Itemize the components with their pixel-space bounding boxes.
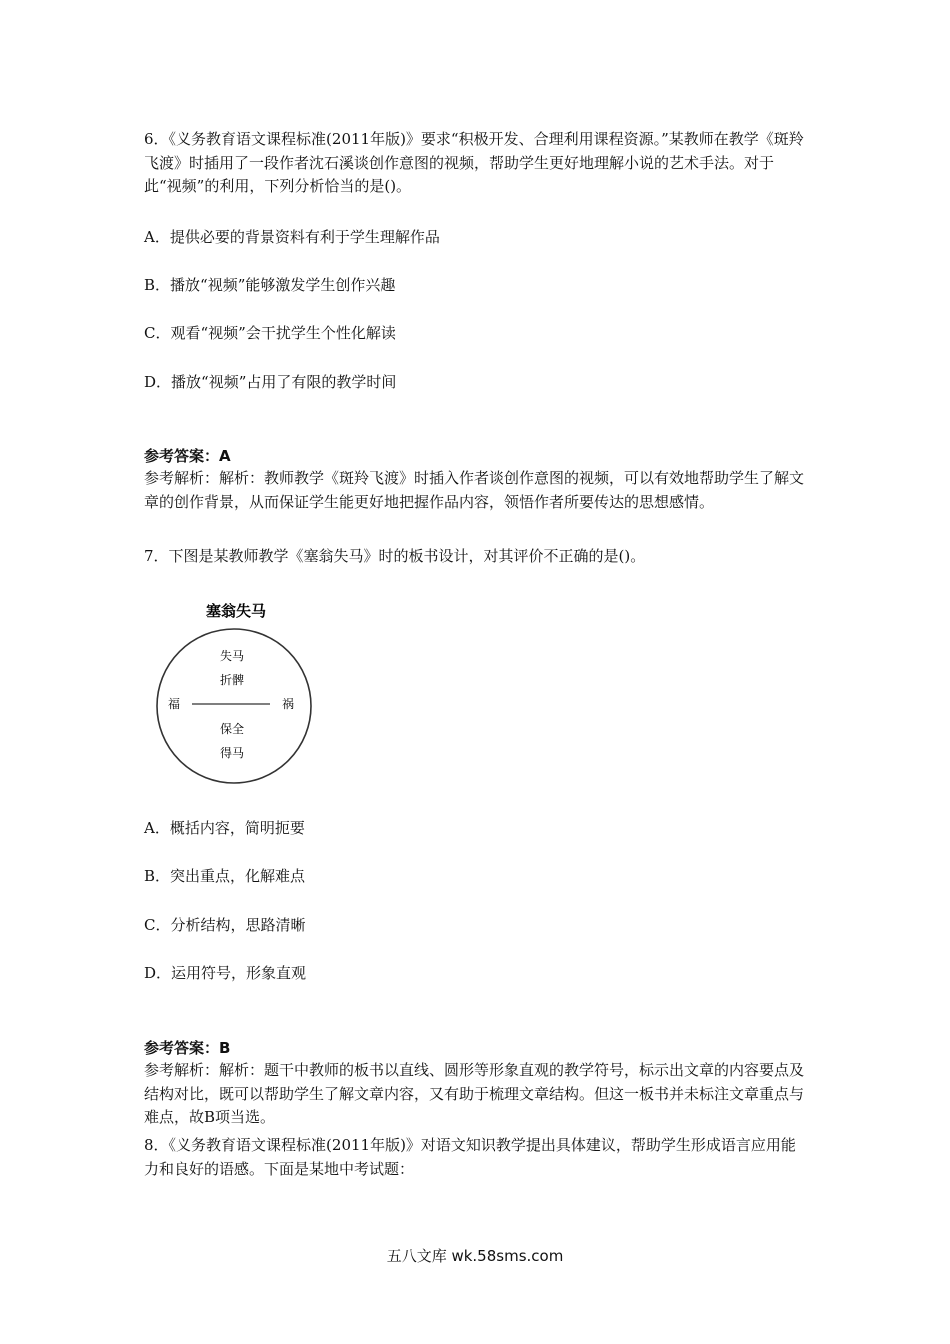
- page-footer: 五八文库 wk.58sms.com: [386, 1247, 564, 1265]
- question-6-answer: 参考答案：A: [144, 447, 231, 465]
- question-8-stem: 8．《义务教育语文课程标准(2011年版)》对语文知识教学提出具体建议，帮助学生形成语言应用能力和良好的语感。下面是某地中考试题：: [144, 1136, 796, 1178]
- question-6-option-c: C．观看“视频”会干扰学生个性化解读: [144, 324, 396, 342]
- question-7-analysis: 参考解析：解析：题干中教师的板书以直线、圆形等形象直观的教学符号，标示出文章的内容要点及结构对比，既可以帮助学生了解文章内容，又有助于梳理文章结构。但这一板书并未标注文章重点与难点，故B项当选。: [144, 1061, 805, 1126]
- question-6-stem: 6．《义务教育语文课程标准(2011年版)》要求“积极开发、合理利用课程资源。”某教师在教学《斑羚飞渡》时插用了一段作者沈石溪谈创作意图的视频，帮助学生更好地理解小说的艺术手法。对于此“视频”的利用，下列分析恰当的是()。: [144, 130, 804, 195]
- blackboard-design-figure: [152, 598, 320, 788]
- blackboard-diagram: [152, 598, 320, 788]
- question-6-option-b: B．播放“视频”能够激发学生创作兴趣: [144, 276, 396, 294]
- question-6-analysis: 参考解析：解析：教师教学《斑羚飞渡》时插入作者谈创作意图的视频，可以有效地帮助学生了解文章的创作背景，从而保证学生能更好地把握作品内容，领悟作者所要传达的思想感情。: [144, 469, 805, 511]
- figure-bottom-line1: 保全: [219, 722, 245, 736]
- question-7-option-a: A．概括内容，简明扼要: [144, 819, 305, 837]
- figure-top-line1: 失马: [219, 649, 245, 663]
- figure-top-line2: 折髀: [219, 673, 245, 687]
- question-7-option-b: B．突出重点，化解难点: [144, 867, 306, 885]
- figure-left-label: 福: [167, 697, 181, 711]
- question-7-option-d: D．运用符号，形象直观: [144, 964, 307, 982]
- figure-right-label: 祸: [281, 697, 295, 711]
- figure-title: 塞翁失马: [205, 602, 267, 620]
- figure-bottom-line2: 得马: [219, 746, 245, 760]
- question-7-stem: 7．下图是某教师教学《塞翁失马》时的板书设计，对其评价不正确的是()。: [144, 547, 646, 565]
- question-7-answer: 参考答案：B: [144, 1039, 231, 1057]
- question-7-option-c: C．分析结构，思路清晰: [144, 916, 306, 934]
- question-6-option-a: A．提供必要的背景资料有利于学生理解作品: [144, 228, 440, 246]
- question-6-option-d: D．播放“视频”占用了有限的教学时间: [144, 373, 397, 391]
